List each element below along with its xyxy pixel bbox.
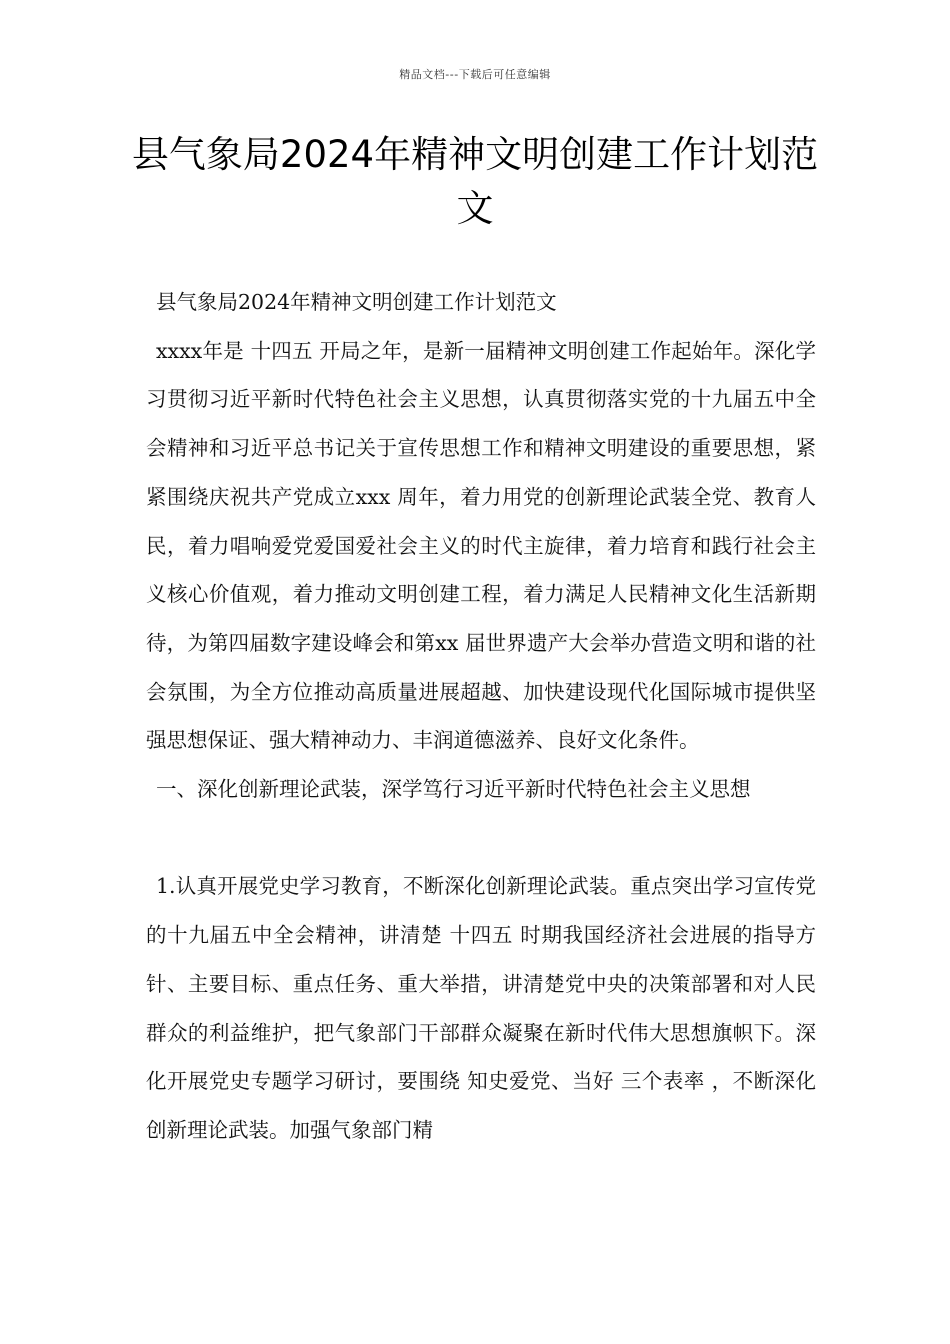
document-title: 县气象局2024年精神文明创建工作计划范文 bbox=[131, 133, 819, 230]
subtitle-paragraph: 县气象局2024年精神文明创建工作计划范文 bbox=[156, 290, 557, 314]
section-heading: 一、深化创新理论武装，深学笃行习近平新时代特色社会主义思想 bbox=[156, 777, 751, 802]
item-paragraph: 1.认真开展党史学习教育，不断深化创新理论武装。重点突出学习宣传党的十九届五中全会精神，讲清楚 十四五 时期我国经济社会进展的指导方针、主要目标、重点任务、重大举措，讲清楚党中央的决策部署和对人民群众的利益维护，把气象部门干部群众凝聚在新时代伟大思想旗帜下。深化开展党史专题学习研讨，要围绕 知史爱党、当好 三个表率 ，不断深化创新理论武装。加强气象部门精 bbox=[146, 874, 816, 1142]
intro-paragraph: xxxx年是 十四五 开局之年，是新一届精神文明创建工作起始年。深化学习贯彻习近平新时代特色社会主义思想，认真贯彻落实党的十九届五中全会精神和习近平总书记关于宣传思想工作和精神文明建设的重要思想，紧紧围绕庆祝共产党成立xxx 周年，着力用党的创新理论武装全党、教育人民，着力唱响爱党爱国爱社会主义的时代主旋律，着力培育和践行社会主义核心价值观，着力推动文明创建工程，着力满足人民精神文化生活新期待，为第四届数字建设峰会和第xx 届世界遗产大会举办营造文明和谐的社会氛围，为全方位推动高质量进展超越、加快建设现代化国际城市提供坚强思想保证、强大精神动力、丰润道德滋养、良好文化条件。 bbox=[146, 338, 816, 753]
document-body bbox=[146, 278, 816, 1155]
header-note: 精品文档---下载后可任意编辑 bbox=[399, 68, 551, 81]
